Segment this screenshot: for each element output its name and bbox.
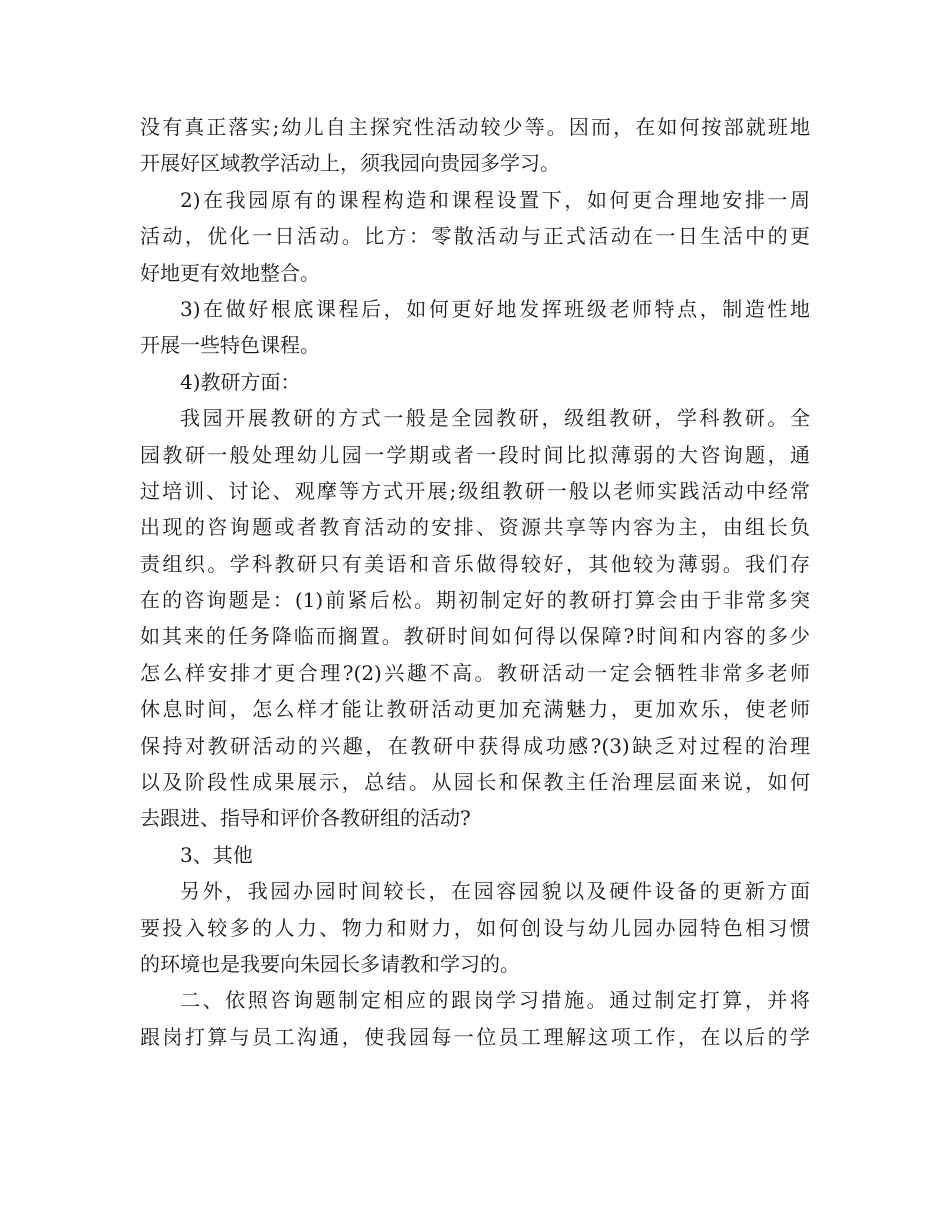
text-line: 开展好区域教学活动上，须我园向贵园多学习。 bbox=[140, 151, 560, 176]
text-line: 园教研一般处理幼儿园一学期或者一段时间比拟薄弱的大咨询题，通 bbox=[140, 442, 810, 467]
text-line: 如其来的任务降临而搁置。教研时间如何得以保障?时间和内容的多少 bbox=[140, 624, 810, 649]
text-line: 我园开展教研的方式一般是全园教研，级组教研，学科教研。全 bbox=[180, 406, 810, 431]
body-text bbox=[140, 109, 810, 1055]
text-line: 出现的咨询题或者教育活动的安排、资源共享等内容为主，由组长负 bbox=[140, 515, 810, 540]
text-line: 好地更有效地整合。 bbox=[140, 260, 320, 285]
text-line: 开展一些特色课程。 bbox=[140, 333, 320, 358]
text-line: 4)教研方面： bbox=[180, 369, 301, 394]
text-line: 保持对教研活动的兴趣，在教研中获得成功感?(3)缺乏对过程的治理 bbox=[140, 733, 810, 758]
text-line: 没有真正落实;幼儿自主探究性活动较少等。因而，在如何按部就班地 bbox=[140, 115, 810, 139]
text-line: 要投入较多的人力、物力和财力，如何创设与幼儿园办园特色相习惯 bbox=[140, 915, 810, 940]
text-line: 3、其他 bbox=[180, 842, 253, 867]
text-line: 以及阶段性成果展示，总结。从园长和保教主任治理层面来说，如何 bbox=[140, 770, 810, 795]
text-line: 责组织。学科教研只有美语和音乐做得较好，其他较为薄弱。我们存 bbox=[140, 551, 810, 576]
text-line: 在的咨询题是：(1)前紧后松。期初制定好的教研打算会由于非常多突 bbox=[140, 588, 810, 613]
text-line: 的环境也是我要向朱园长多请教和学习的。 bbox=[140, 951, 520, 976]
text-line: 休息时间，怎么样才能让教研活动更加充满魅力，更加欢乐，使老师 bbox=[140, 697, 810, 722]
text-line: 另外，我园办园时间较长，在园容园貌以及硬件设备的更新方面 bbox=[180, 879, 810, 904]
text-line: 怎么样安排才更合理?(2)兴趣不高。教研活动一定会牺牲非常多老师 bbox=[140, 660, 810, 685]
text-line: 2)在我园原有的课程构造和课程设置下，如何更合理地安排一周 bbox=[180, 187, 810, 212]
text-line: 跟岗打算与员工沟通，使我园每一位员工理解这项工作，在以后的学 bbox=[140, 1024, 810, 1049]
text-line: 过培训、讨论、观摩等方式开展;级组教研一般以老师实践活动中经常 bbox=[140, 478, 810, 503]
text-line: 活动，优化一日活动。比方：零散活动与正式活动在一日生活中的更 bbox=[140, 224, 810, 249]
text-line: 二、依照咨询题制定相应的跟岗学习措施。通过制定打算，并将 bbox=[180, 988, 810, 1013]
text-line: 3)在做好根底课程后，如何更好地发挥班级老师特点，制造性地 bbox=[180, 296, 810, 321]
text-line: 去跟进、指导和评价各教研组的活动? bbox=[140, 806, 471, 831]
